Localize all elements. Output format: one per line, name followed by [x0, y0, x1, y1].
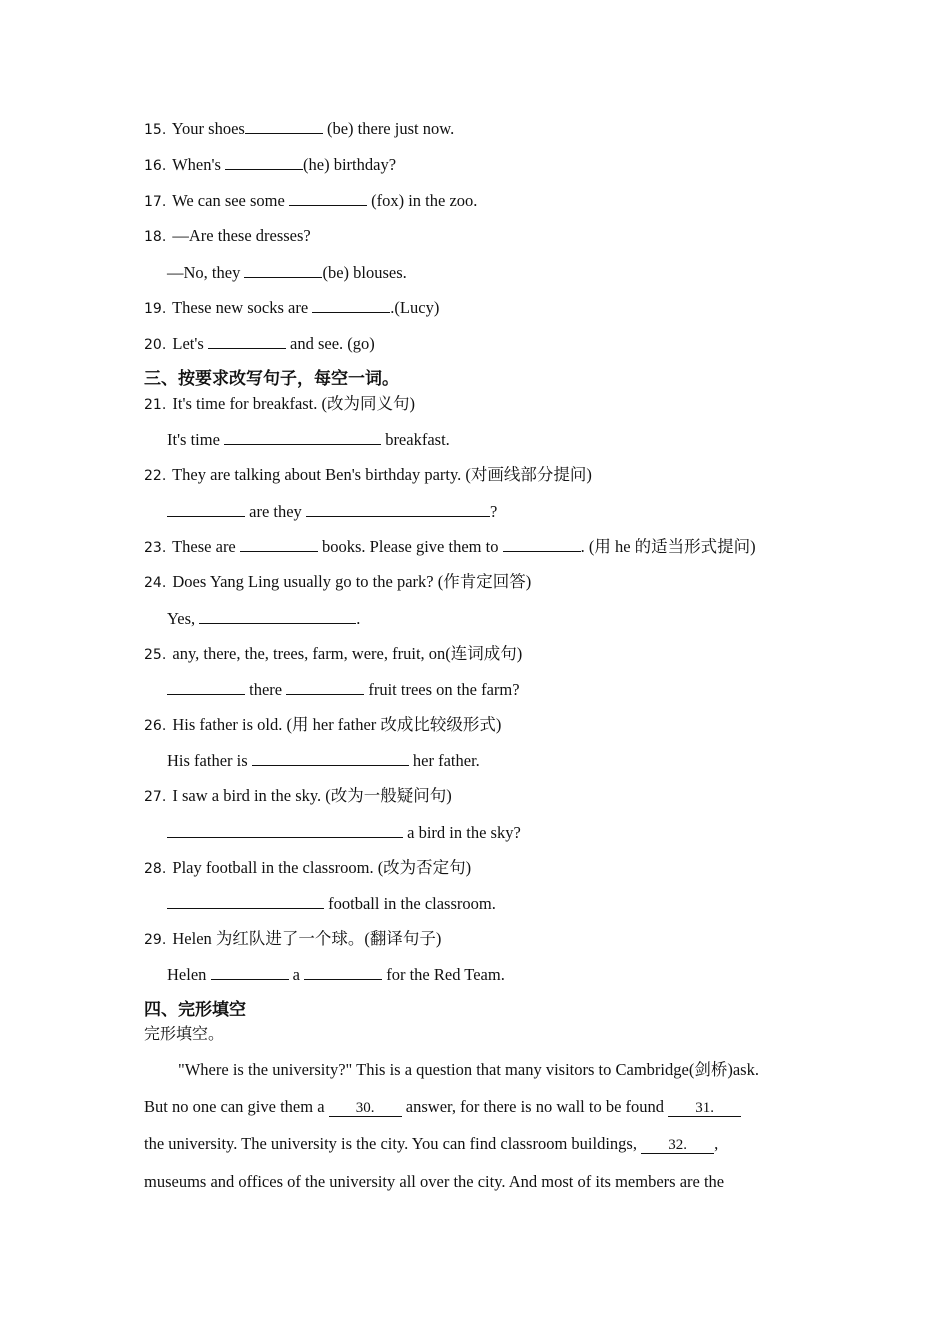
question-text: . (用 he 的适当形式提问)	[580, 537, 756, 556]
answer-text: breakfast.	[381, 430, 450, 449]
passage-line-4: museums and offices of the university all over the city. And most of its members are the	[144, 1172, 725, 1191]
answer-blank[interactable]	[503, 536, 581, 552]
question-text: books. Please give them to	[317, 537, 503, 556]
passage-line-1: "Where is the university?" This is a question that many visitors to Cambridge(剑桥)ask.	[178, 1060, 759, 1079]
question-number: 18.	[144, 229, 167, 245]
question-number: 28.	[144, 861, 167, 877]
answer-text: His father is	[167, 751, 252, 770]
answer-text: Helen	[167, 965, 211, 984]
question-17	[144, 190, 477, 212]
answer-text: for the Red Team.	[382, 965, 505, 984]
answer-blank[interactable]	[211, 964, 289, 980]
answer-text: It's time	[167, 430, 225, 449]
question-text: Play football in the classroom. (改为否定句)	[172, 858, 472, 877]
answer-text: there	[245, 680, 287, 699]
question-23	[144, 536, 756, 558]
question-text: —No, they	[167, 263, 245, 282]
answer-text: her father.	[408, 751, 480, 770]
question-number: 19.	[144, 301, 167, 317]
question-27-answer	[167, 822, 521, 843]
answer-blank[interactable]	[240, 536, 318, 552]
passage-text: But no one can give them a	[144, 1097, 329, 1116]
question-number: 21.	[144, 397, 167, 413]
answer-blank[interactable]	[244, 262, 322, 278]
question-number: 16.	[144, 158, 167, 174]
question-24	[144, 572, 531, 593]
question-15	[144, 118, 454, 140]
passage-line-3	[144, 1134, 718, 1154]
question-text: We can see some	[172, 191, 289, 210]
question-number: 25.	[144, 647, 167, 663]
answer-blank[interactable]	[167, 501, 245, 517]
question-20	[144, 333, 375, 355]
answer-blank[interactable]	[167, 679, 245, 695]
question-27	[144, 786, 452, 807]
question-number: 15.	[144, 122, 167, 138]
question-number: 24.	[144, 575, 167, 591]
cloze-blank-31[interactable]: 31.	[668, 1101, 741, 1117]
answer-blank[interactable]	[252, 750, 409, 766]
question-number: 20.	[144, 337, 167, 353]
question-text: Does Yang Ling usually go to the park? (作肯定回答)	[172, 572, 532, 591]
answer-blank[interactable]	[224, 429, 381, 445]
question-22	[144, 465, 592, 486]
answer-blank[interactable]	[312, 297, 390, 313]
question-text: His father is old. (用 her father 改成比较级形式)	[172, 715, 502, 734]
question-text: It's time for breakfast. (改为同义句)	[172, 394, 416, 413]
question-21-answer	[167, 429, 450, 450]
passage-text: the university. The university is the city. You can find classroom buildings,	[144, 1134, 642, 1153]
question-number: 29.	[144, 932, 167, 948]
question-number: 27.	[144, 789, 167, 805]
answer-blank[interactable]	[289, 190, 367, 206]
question-text: (be) there just now.	[322, 119, 455, 138]
answer-blank[interactable]	[167, 893, 324, 909]
passage-text: answer, for there is no wall to be found	[401, 1097, 669, 1116]
question-text: These new socks are	[172, 298, 313, 317]
question-text: I saw a bird in the sky. (改为一般疑问句)	[172, 786, 452, 805]
answer-blank[interactable]	[199, 608, 356, 624]
question-25-answer	[167, 679, 520, 700]
answer-blank[interactable]	[208, 333, 286, 349]
question-19	[144, 297, 439, 319]
question-number: 26.	[144, 718, 167, 734]
question-18	[144, 226, 311, 247]
question-text: These are	[172, 537, 240, 556]
answer-blank[interactable]	[306, 501, 490, 517]
question-26-answer	[167, 750, 480, 771]
section-4-instruction: 完形填空。	[144, 1024, 225, 1043]
answer-text: .	[356, 609, 361, 628]
question-text: Your shoes	[171, 119, 245, 138]
question-21	[144, 394, 415, 415]
question-text: (fox) in the zoo.	[366, 191, 478, 210]
section-4-title: 四、完形填空	[144, 1000, 246, 1020]
section-3-title: 三、按要求改写句子，每空一词。	[144, 369, 399, 389]
answer-text: are they	[245, 502, 306, 521]
question-text: Let's	[172, 334, 208, 353]
answer-blank[interactable]	[286, 679, 364, 695]
answer-blank[interactable]	[304, 964, 382, 980]
question-text: and see. (go)	[285, 334, 375, 353]
question-text: Helen 为红队进了一个球。(翻译句子)	[172, 929, 442, 948]
answer-text: Yes,	[167, 609, 200, 628]
question-text: When's	[172, 155, 226, 174]
question-text: (be) blouses.	[322, 263, 407, 282]
answer-text: a	[288, 965, 305, 984]
question-25	[144, 644, 522, 665]
question-29	[144, 929, 441, 950]
question-24-answer	[167, 608, 360, 629]
question-text: (he) birthday?	[303, 155, 397, 174]
passage-text: ,	[714, 1134, 719, 1153]
question-22-answer	[167, 501, 497, 522]
answer-blank[interactable]	[167, 822, 403, 838]
question-text: —Are these dresses?	[172, 226, 311, 245]
cloze-blank-30[interactable]: 30.	[329, 1101, 402, 1117]
question-28	[144, 858, 471, 879]
question-26	[144, 715, 501, 736]
question-number: 17.	[144, 194, 167, 210]
cloze-blank-32[interactable]: 32.	[641, 1138, 714, 1154]
answer-text: football in the classroom.	[324, 894, 496, 913]
question-text: They are talking about Ben's birthday party. (对画线部分提问)	[172, 465, 592, 484]
answer-blank[interactable]	[225, 154, 303, 170]
question-16	[144, 154, 396, 176]
passage-line-2	[144, 1097, 741, 1117]
answer-text: fruit trees on the farm?	[364, 680, 520, 699]
question-number: 23.	[144, 540, 167, 556]
question-number: 22.	[144, 468, 167, 484]
question-text: .(Lucy)	[390, 298, 440, 317]
answer-text: a bird in the sky?	[403, 823, 521, 842]
answer-blank[interactable]	[245, 118, 323, 134]
question-28-answer	[167, 893, 496, 914]
question-text: any, there, the, trees, farm, were, fruit, on(连词成句)	[172, 644, 523, 663]
question-18-answer	[167, 262, 407, 283]
question-29-answer	[167, 964, 505, 985]
answer-text: ?	[489, 502, 498, 521]
